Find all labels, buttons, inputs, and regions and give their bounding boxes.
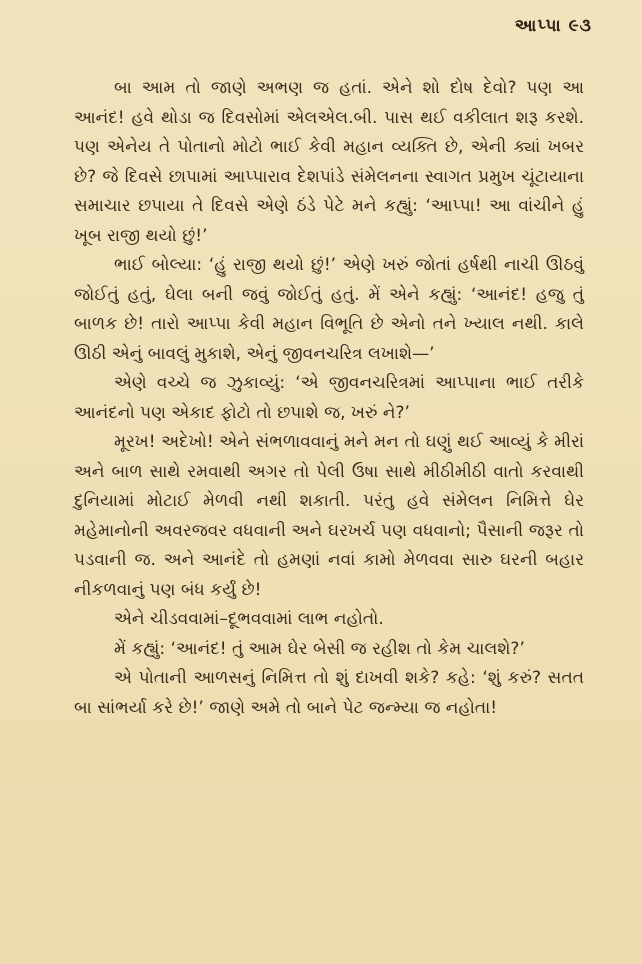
paragraph-2: ભાઈ બોલ્યા: ‘હું રાજી થયો છું!’ એણે ખરું જોતાં હર્ષથી નાચી ઊઠવું જોઈતું હતું, ઘેલા બની જવું જોઈતું હતું. મેં એને કહ્યું: ‘આનંદ! હજુ તું બાળક છે! તારો આપ્પા કેવી મહાન વિભૂતિ છે એનો તને ખ્યાલ નથી. કાલે ઊઠી એનું બાવલું મુકાશે, એનું જીવનચરિત્ર લખાશે—’	[74, 255, 584, 364]
page-body	[74, 74, 584, 723]
paragraph-3: એણે વચ્ચે જ ઝુકાવ્યું: ‘એ જીવનચરિત્રમાં આપ્પાના ભાઈ તરીકે આનંદનો પણ એકાદ ફોટો તો છપાશે જ, ખરું ને?’	[74, 373, 584, 423]
paragraph-5: એને ચીડવવામાં–દૂભવવામાં લાભ નહોતો.	[114, 609, 384, 629]
page-header: આપ્પા ૯૩	[514, 16, 592, 36]
paragraph-4: મૂરખ! અદેખો! એને સંભળાવવાનું મને મન તો ઘણું થઈ આવ્યું કે મીરાં અને બાળ સાથે રમવાથી અગર તો પેલી ઉષા સાથે મીઠીમીઠી વાતો કરવાથી દુનિયામાં મોટાઈ મેળવી નથી શકાતી. પરંતુ હવે સંમેલન નિમિત્તે ઘેર મહેમાનોની અવરજવર વધવાની અને ઘરખર્ચ પણ વધવાનો; પૈસાની જરૂર તો પડવાની જ. અને આનંદે તો હમણાં નવાં કામો મેળવવા સારુ ઘરની બહાર નીકળવાનું પણ બંધ કર્યું છે!	[74, 432, 584, 600]
paragraph-7: એ પોતાની આળસનું નિમિત્ત તો શું દાખવી શકે? કહે: ‘શું કરું? સતત બા સાંભર્યા કરે છે!’ જાણે અમે તો બાને પેટ જન્મ્યા જ નહોતા!	[74, 668, 584, 718]
paragraph-6: મેં કહ્યું: ‘આનંદ! તું આમ ઘેર બેસી જ રહીશ તો કેમ ચાલશે?’	[114, 638, 525, 659]
paragraph-1: બા આમ તો જાણે અભણ જ હતાં. એને શો દોષ દેવો? પણ આ આનંદ! હવે થોડા જ દિવસોમાં એલએલ.બી. પાસ થઈ વકીલાત શરૂ કરશે. પણ એનેય તે પોતાનો મોટો ભાઈ કેવી મહાન વ્યક્તિ છે, એની ક્યાં ખબર છે? જે દિવસે છાપામાં આપ્પારાવ દેશપાંડે સંમેલનના સ્વાગત પ્રમુખ ચૂંટાયાના સમાચાર છપાયા તે દિવસે એણે ઠંડે પેટે મને કહ્યું: ‘આપ્પા! આ વાંચીને હું ખૂબ રાજી થયો છું!’	[74, 78, 584, 246]
